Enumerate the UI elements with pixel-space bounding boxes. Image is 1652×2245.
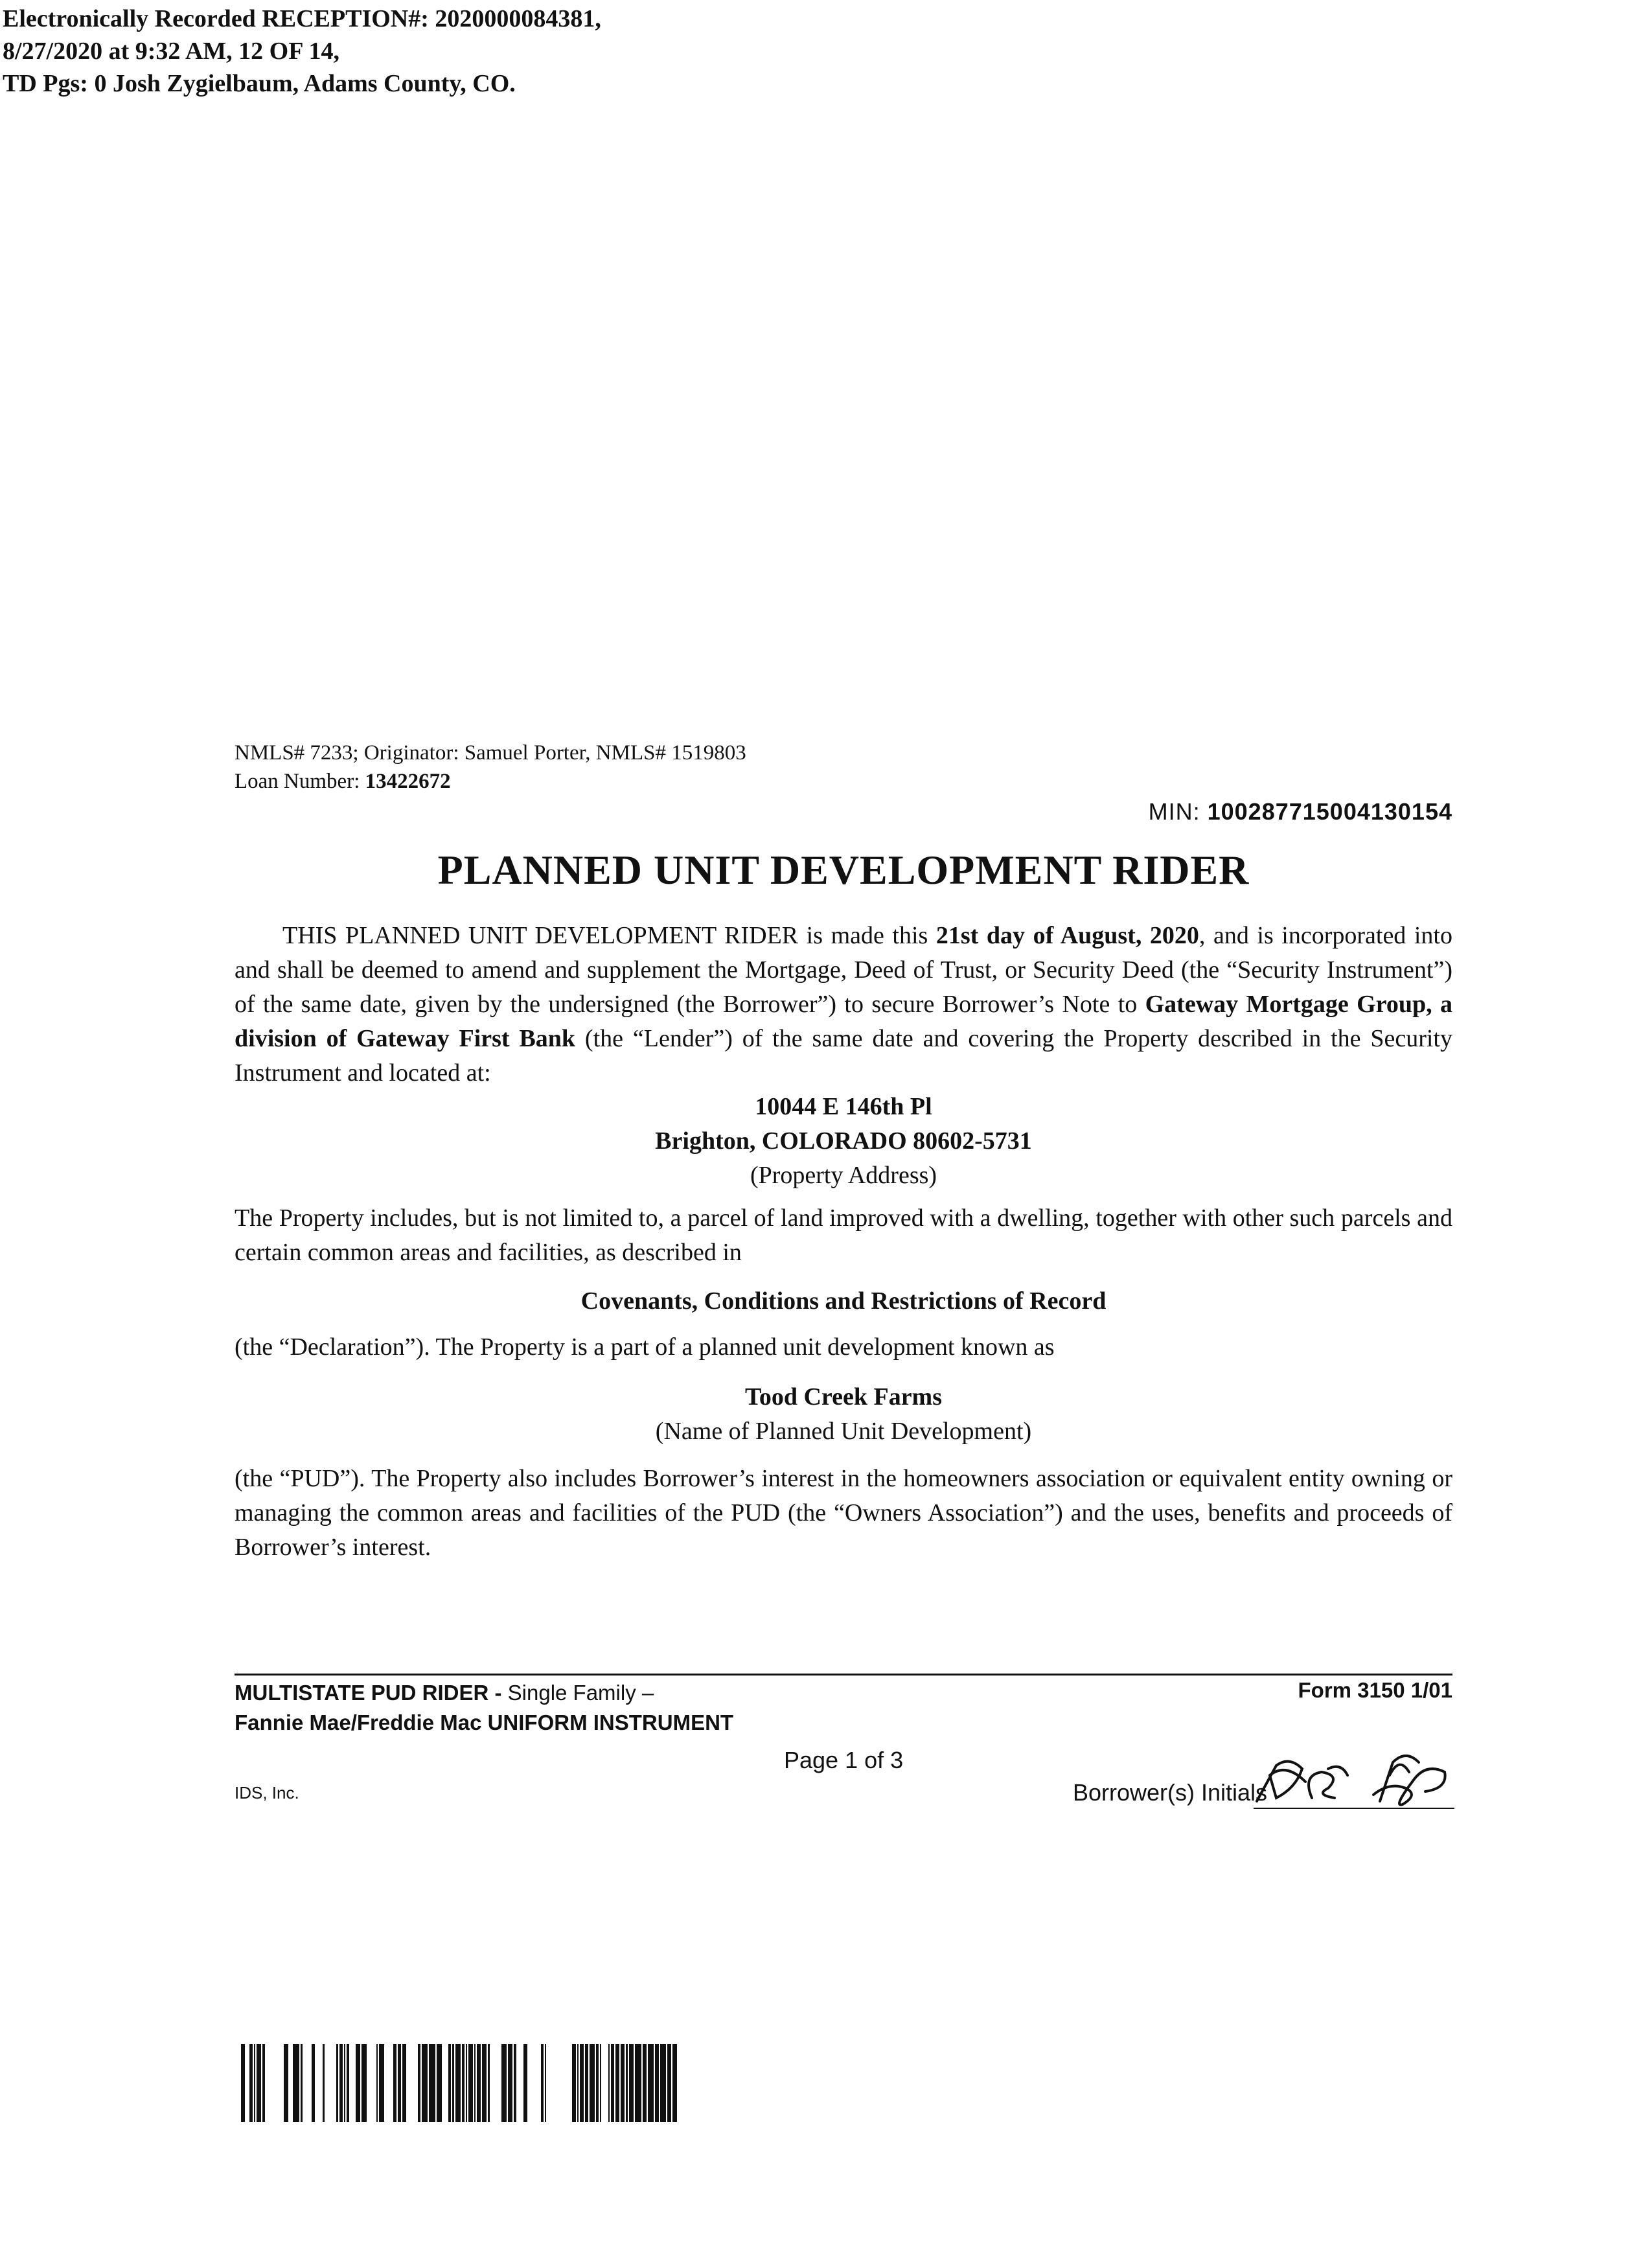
form-number: Form 3150 1/01 [1298, 1678, 1452, 1702]
barcode-bar [655, 2044, 659, 2122]
barcode-bar [590, 2044, 595, 2122]
barcode-bar [501, 2044, 507, 2122]
barcode-bar [284, 2044, 288, 2122]
barcode-bar [508, 2044, 512, 2122]
barcode-bar [262, 2044, 265, 2122]
barcode-bar [344, 2044, 345, 2122]
pud-name-block [235, 1380, 1452, 1449]
barcode-bar [572, 2044, 576, 2122]
barcode-bar [249, 2044, 253, 2122]
barcode-bar [301, 2044, 303, 2122]
barcode-bar [608, 2044, 610, 2122]
initials-label: Borrower(s) Initials [1073, 1779, 1268, 1806]
barcode-bar [523, 2044, 527, 2122]
barcode-bar [339, 2044, 343, 2122]
barcode-bar [621, 2044, 625, 2122]
barcode-bar [545, 2044, 546, 2122]
barcode-bar [466, 2044, 467, 2122]
barcode-bar [615, 2044, 619, 2122]
intro-part-1: THIS PLANNED UNIT DEVELOPMENT RIDER is made this [282, 922, 936, 949]
barcode-bar [422, 2044, 428, 2122]
property-includes-paragraph: The Property includes, but is not limited to, a parcel of land improved with a dwelling, together with other such parcels and certain common areas and facilities, as described in [235, 1204, 1452, 1266]
ids-inc: IDS, Inc. [235, 1783, 299, 1802]
declaration-paragraph: (the “Declaration”). The Property is a part of a planned unit development known as [235, 1333, 1055, 1361]
barcode-bar [596, 2044, 599, 2122]
barcode-bar [361, 2044, 367, 2122]
pud-paragraph: (the “PUD”). The Property also includes Borrower’s interest in the homeowners association or equivalent entity owning or managing the common areas and facilities of the PUD (the “Owners Association”) and the uses, benefits and proceeds of Borrower’s interest. [235, 1465, 1452, 1561]
footer-rule [235, 1674, 1452, 1675]
barcode-bar [648, 2044, 654, 2122]
barcode-bar [336, 2044, 338, 2122]
barcode-bar [437, 2044, 442, 2122]
borrower-initials-signature [1250, 1736, 1458, 1814]
min-number: 100287715004130154 [1207, 798, 1452, 825]
barcode-bar [580, 2044, 584, 2122]
barcode-bar [257, 2044, 261, 2122]
barcode-bar [347, 2044, 349, 2122]
loan-number: 13422672 [365, 770, 451, 793]
barcode-bar [448, 2044, 451, 2122]
barcode-bar [482, 2044, 487, 2122]
barcode-bar [474, 2044, 476, 2122]
loan-number-label: Loan Number: [235, 770, 365, 793]
barcode-bar [541, 2044, 544, 2122]
barcode [241, 2044, 682, 2122]
barcode-bar [667, 2044, 671, 2122]
barcode-bar [468, 2044, 473, 2122]
barcode-bar [254, 2044, 255, 2122]
barcode-bar [600, 2044, 601, 2122]
lender-name: Gateway Mortgage Group, a division of Gateway First Bank [235, 991, 1452, 1052]
pud-name: Tood Creek Farms [745, 1383, 942, 1410]
barcode-bar [660, 2044, 666, 2122]
nmls-line: NMLS# 7233; Originator: Samuel Porter, NMLS# 1519803 [235, 741, 746, 765]
stamp-line-2: 8/27/2020 at 9:32 AM, 12 OF 14, [3, 38, 339, 65]
declaration-name: Covenants, Conditions and Restrictions of Record [580, 1287, 1107, 1315]
property-address [235, 1090, 1452, 1193]
barcode-bar [323, 2044, 325, 2122]
barcode-bar [462, 2044, 465, 2122]
recording-stamp [3, 3, 601, 100]
min-label: MIN: [1148, 798, 1208, 825]
instrument-line [235, 1708, 733, 1738]
barcode-bar [418, 2044, 420, 2122]
barcode-bar [488, 2044, 490, 2122]
min-line [1149, 798, 1452, 825]
barcode-bar [312, 2044, 315, 2122]
intro-part-3: (the “Lender”) of the same date and covering the Property described in the Security Instrument and located at: [235, 1025, 1452, 1087]
rider-line [235, 1678, 733, 1708]
barcode-bar [635, 2044, 641, 2122]
barcode-bar [429, 2044, 435, 2122]
barcode-bar [514, 2044, 516, 2122]
barcode-bar [379, 2044, 384, 2122]
pud-caption: (Name of Planned Unit Development) [655, 1418, 1032, 1445]
footer-form-title [235, 1678, 733, 1738]
instrument-name: Fannie Mae/Freddie Mac UNIFORM INSTRUMENT [235, 1710, 734, 1734]
barcode-bar [477, 2044, 481, 2122]
rider-date: 21st day of August, 2020 [935, 922, 1199, 949]
barcode-bar [293, 2044, 299, 2122]
barcode-bar [402, 2044, 406, 2122]
intro-part-2: , and is incorporated into and shall be deemed to amend and supplement the Mortgage, Deed of Trust, or Security Deed (the “Security Instrument”) of the same date, given by the undersigned (the Borrower”) to secure Borrower’s Note to [235, 922, 1452, 1018]
barcode-bar [577, 2044, 579, 2122]
barcode-bar [393, 2044, 396, 2122]
barcode-bar [626, 2044, 628, 2122]
barcode-bar [455, 2044, 461, 2122]
intro-paragraph [235, 919, 1452, 1090]
property-city: Brighton, COLORADO 80602-5731 [655, 1127, 1032, 1155]
barcode-bar [356, 2044, 360, 2122]
stamp-line-1: Electronically Recorded RECEPTION#: 2020000084381, [3, 5, 601, 32]
barcode-bar [241, 2044, 245, 2122]
barcode-bar [629, 2044, 634, 2122]
barcode-bar [672, 2044, 677, 2122]
barcode-bar [376, 2044, 378, 2122]
loan-number-line [235, 767, 746, 796]
rider-normal: Single Family – [507, 1681, 654, 1705]
barcode-bar [585, 2044, 588, 2122]
property-street: 10044 E 146th Pl [755, 1093, 932, 1120]
document-title: PLANNED UNIT DEVELOPMENT RIDER [437, 847, 1250, 893]
barcode-bar [643, 2044, 647, 2122]
barcode-bar [398, 2044, 401, 2122]
stamp-line-3: TD Pgs: 0 Josh Zygielbaum, Adams County, CO. [3, 70, 516, 97]
loan-header [235, 739, 746, 796]
page-number: Page 1 of 3 [784, 1747, 904, 1773]
property-caption: (Property Address) [750, 1162, 937, 1189]
barcode-bar [611, 2044, 614, 2122]
barcode-bar [452, 2044, 454, 2122]
rider-bold: MULTISTATE PUD RIDER - [235, 1681, 508, 1705]
